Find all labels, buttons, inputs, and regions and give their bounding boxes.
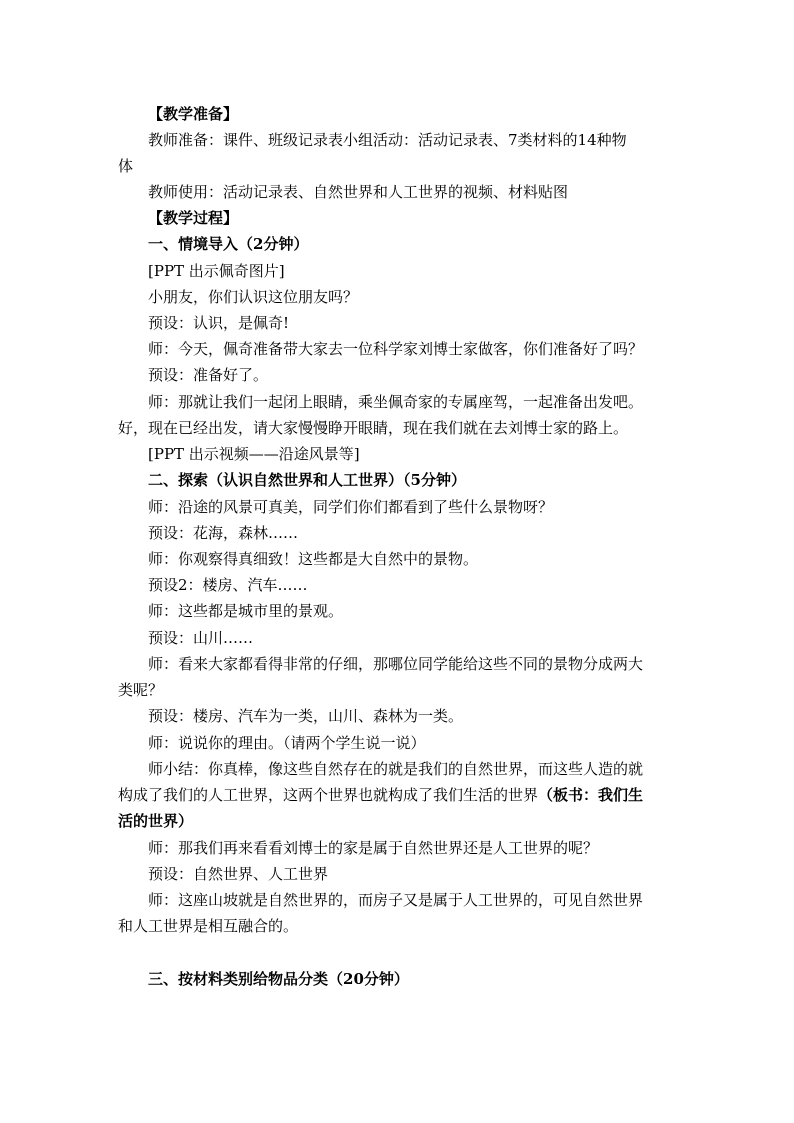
- paragraph-line: 师：看来大家都看得非常的仔细，那哪位同学能给这些不同的景物分成两大: [148, 655, 644, 673]
- paragraph-line: 师：你观察得真细致！这些都是大自然中的景物。: [148, 550, 479, 568]
- paragraph-text: 构成了我们的人工世界，这两个世界也就构成了我们生活的世界: [118, 786, 539, 804]
- paragraph-line: 好，现在已经出发，请大家慢慢睁开眼睛，现在我们就在去刘博士家的路上。: [118, 419, 629, 437]
- paragraph-line: 师：今天，佩奇准备带大家去一位科学家刘博士家做客，你们准备好了吗？: [148, 340, 644, 358]
- section-heading-2: 二、探索（认识自然世界和人工世界）（5分钟）: [148, 471, 466, 489]
- paragraph-line: 师小结：你真棒，像这些自然存在的就是我们的自然世界，而这些人造的就: [148, 760, 644, 778]
- paragraph-line: 预设：自然世界、人工世界: [148, 865, 329, 883]
- paragraph-line: 体: [118, 157, 134, 175]
- paragraph-line: 预设：花海，森林……: [148, 524, 299, 542]
- board-note: （板书：我们生: [538, 786, 644, 804]
- paragraph-line: 教师准备：课件、班级记录表小组活动：活动记录表、7类材料的14种物: [148, 131, 627, 149]
- paragraph-line: 预设：认识，是佩奇!: [148, 314, 290, 332]
- paragraph-line: 师：这些都是城市里的景观。: [148, 602, 344, 620]
- paragraph-line: [118, 785, 643, 805]
- section-heading-1: 一、情境导入（2分钟）: [148, 235, 309, 253]
- paragraph-line: 类呢？: [118, 681, 164, 699]
- paragraph-line: 小朋友，你们认识这位朋友吗？: [148, 288, 359, 306]
- paragraph-line: 和人工世界是相互融合的。: [118, 917, 299, 935]
- paragraph-line: 预设：楼房、汽车为一类，山川、森林为一类。: [148, 707, 464, 725]
- paragraph-line: 预设：山川……: [148, 629, 254, 647]
- paragraph-line: 师：那就让我们一起闭上眼睛，乘坐佩奇家的专属座驾，一起准备出发吧。: [148, 393, 644, 411]
- board-note-continued: 活的世界）: [118, 812, 194, 830]
- heading-teaching-process: 【教学过程】: [148, 209, 239, 227]
- section-heading-3: 三、按材料类别给物品分类（20分钟）: [148, 970, 409, 988]
- paragraph-line: 教师使用：活动记录表、自然世界和人工世界的视频、材料贴图: [148, 183, 569, 201]
- paragraph-line: 预设2：楼房、汽车……: [148, 576, 308, 594]
- paragraph-line: [PPT 出示视频——沿途风景等]: [148, 445, 360, 463]
- paragraph-line: 师：这座山坡就是自然世界的，而房子又是属于人工世界的，可见自然世界: [148, 891, 644, 909]
- paragraph-line: [PPT 出示佩奇图片]: [148, 262, 285, 280]
- paragraph-line: 师：沿途的风景可真美，同学们你们都看到了些什么景物呀？: [148, 498, 554, 516]
- paragraph-line: 师：那我们再来看看刘博士的家是属于自然世界还是人工世界的呢？: [148, 839, 599, 857]
- paragraph-line: 师：说说你的理由。（请两个学生说一说）: [148, 734, 426, 752]
- heading-teaching-prep: 【教学准备】: [148, 105, 239, 123]
- paragraph-line: 预设：准备好了。: [148, 366, 269, 384]
